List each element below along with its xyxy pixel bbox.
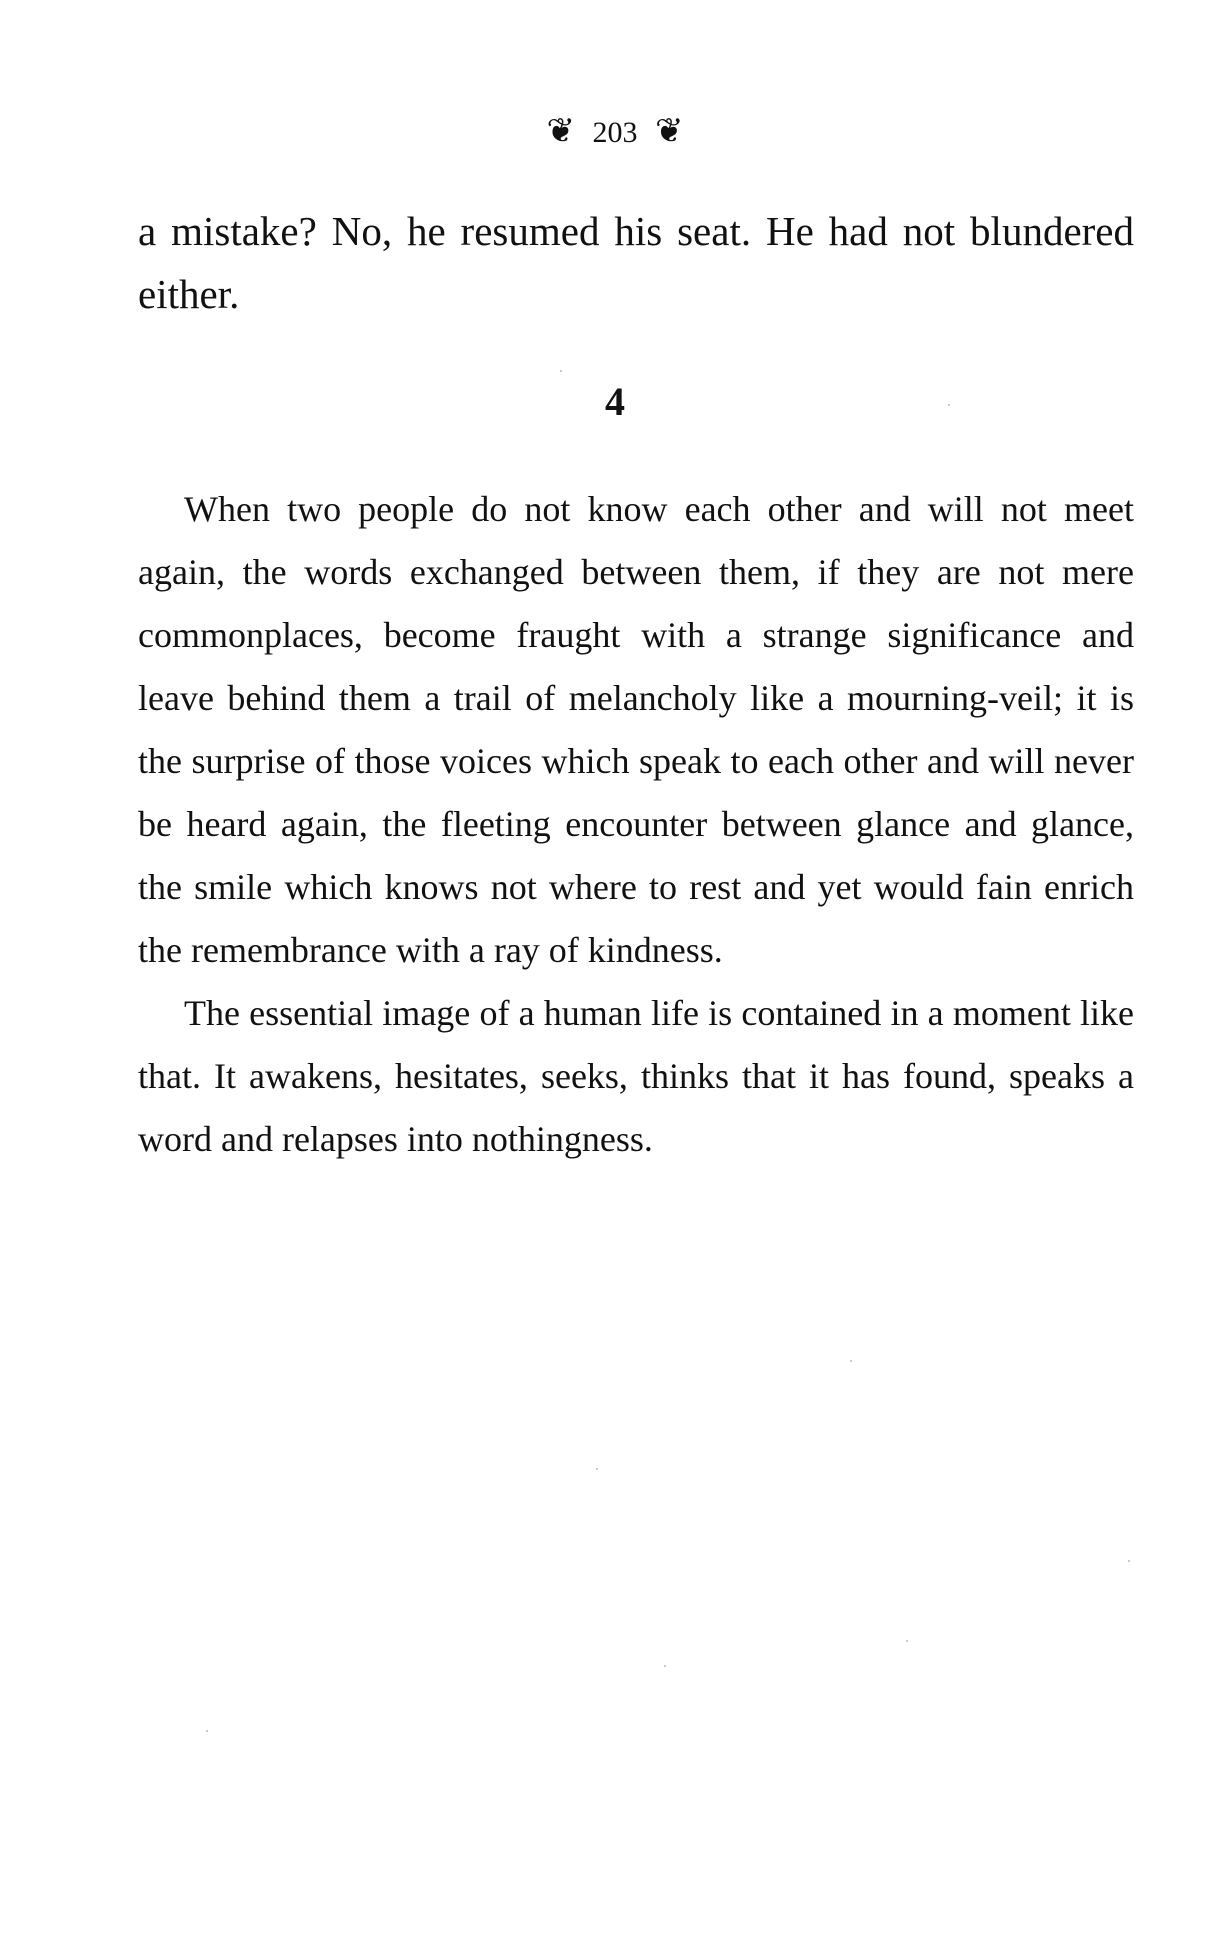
paper-speck	[948, 404, 950, 406]
paper-speck	[596, 1468, 598, 1470]
section-number: 4	[605, 379, 625, 424]
body-text	[138, 478, 1134, 1171]
paper-speck	[560, 370, 562, 372]
paragraph: When two people do not know each other and will not meet again, the words exchanged between them, if they are not mere commonplaces, become fraught with a strange significance and leave behind them a trail of melancholy like a mourning-veil; it is the surprise of those voices which speak to each other and will never be heard again, the fleeting encounter between glance and glance, the smile which knows not where to rest and yet would fain enrich the remembrance with a ray of kindness.	[138, 489, 1134, 970]
page-header	[0, 112, 1230, 153]
paper-speck	[664, 1665, 666, 1667]
paper-speck	[206, 1730, 208, 1732]
fleuron-left-icon: ❦	[546, 113, 575, 150]
paper-speck	[850, 1360, 852, 1362]
paragraph: The essential image of a human life is contained in a moment like that. It awakens, hesitates, seeks, thinks that it has found, speaks a word and relapses into nothingness.	[138, 993, 1134, 1159]
opening-text: a mistake? No, he resumed his seat. He had not blundered either.	[138, 208, 1134, 317]
paper-speck	[1128, 1560, 1130, 1562]
fleuron-right-icon: ❦	[655, 113, 684, 150]
paper-speck	[906, 1640, 908, 1642]
page-number: 203	[592, 116, 638, 149]
